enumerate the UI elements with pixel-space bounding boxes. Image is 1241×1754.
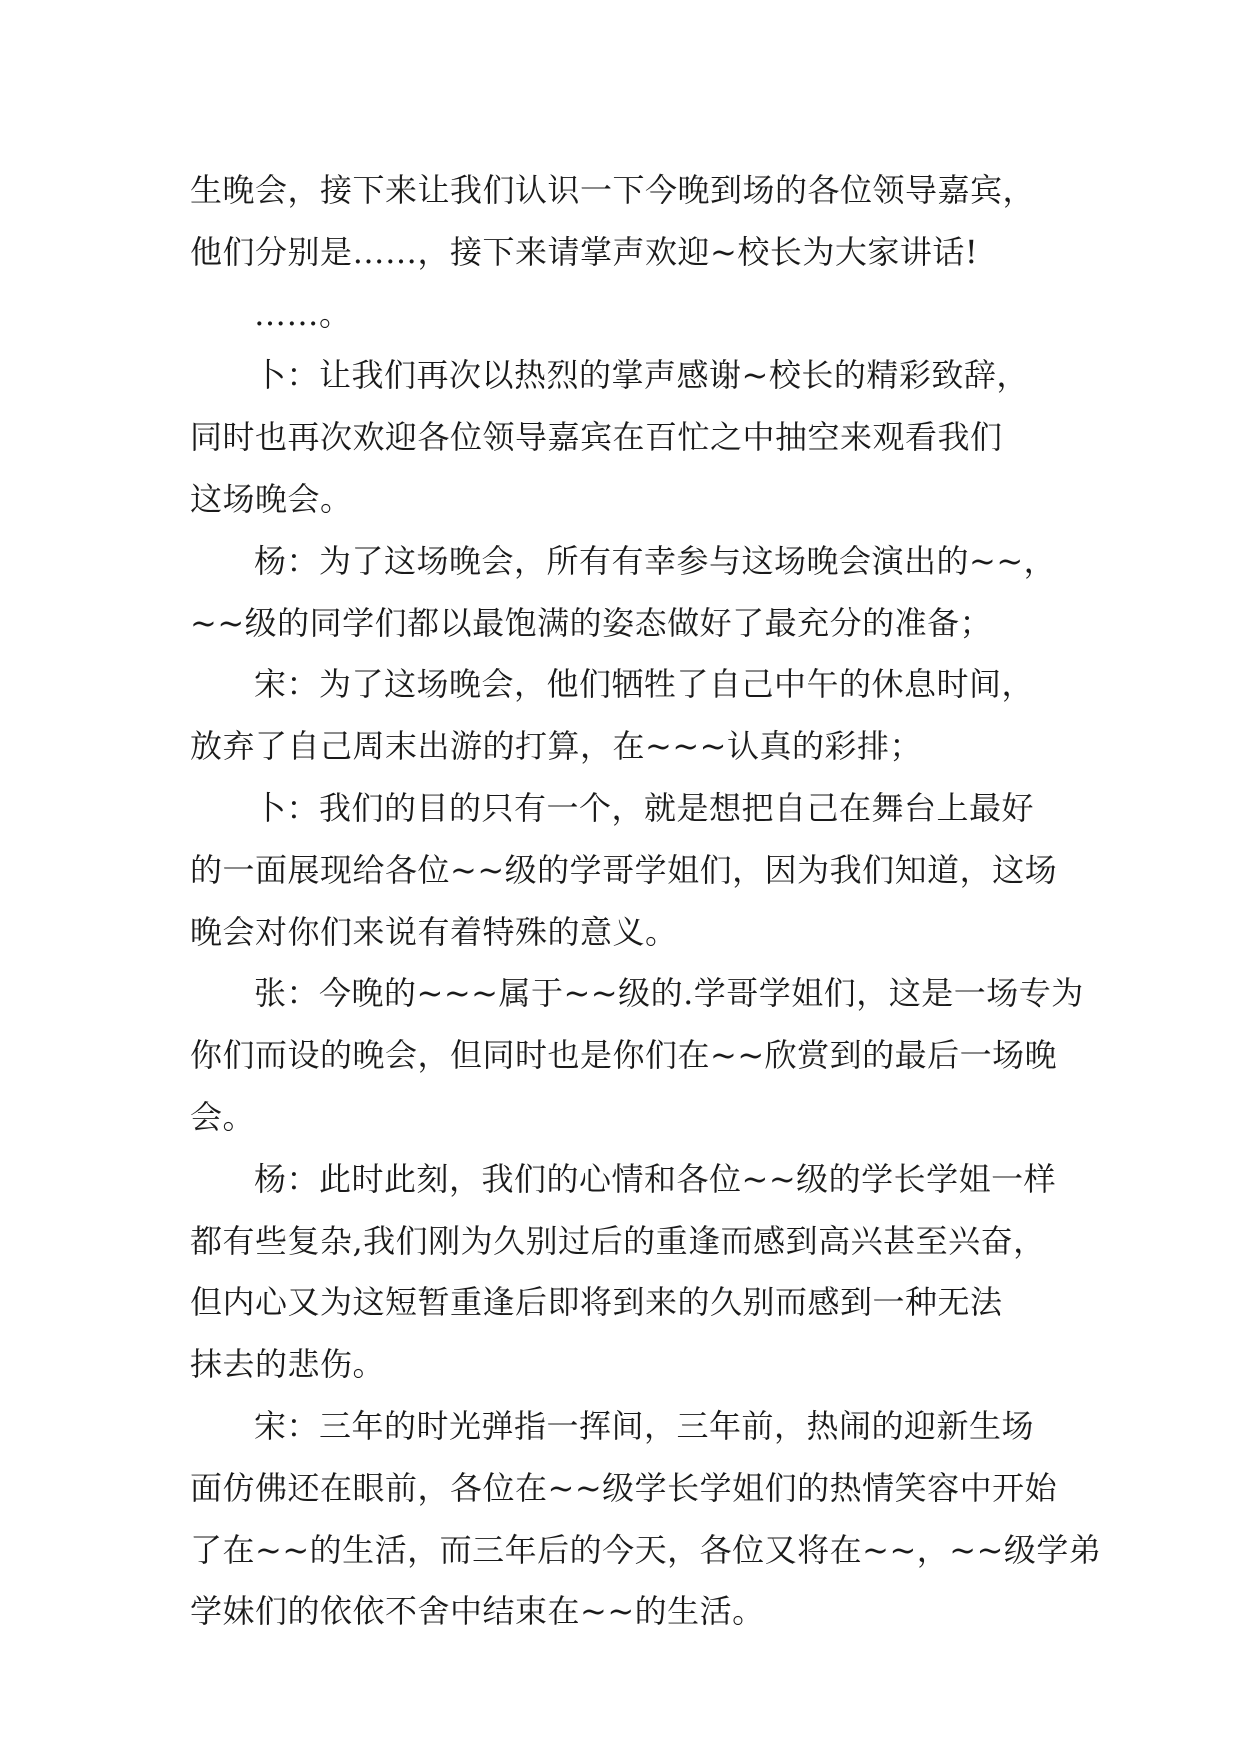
document-body bbox=[190, 160, 1102, 1643]
text-line: 同时也再次欢迎各位领导嘉宾在百忙之中抽空来观看我们 bbox=[190, 418, 1003, 457]
text-line: 他们分别是……，接下来请掌声欢迎~校长为大家讲话! bbox=[190, 232, 979, 271]
text-line: ……。 bbox=[254, 294, 352, 333]
text-line: 宋：三年的时光弹指一挥间，三年前，热闹的迎新生场 bbox=[254, 1406, 1035, 1445]
text-line: 了在~~的生活，而三年后的今天，各位又将在~~，~~级学弟 bbox=[190, 1530, 1102, 1569]
text-line: 卜：我们的目的只有一个，就是想把自己在舞台上最好 bbox=[254, 788, 1035, 827]
text-line: 杨：为了这场晚会，所有有幸参与这场晚会演出的~~， bbox=[254, 541, 1057, 580]
text-line: 抹去的悲伤。 bbox=[190, 1345, 386, 1384]
text-line: 杨：此时此刻，我们的心情和各位~~级的学长学姐一样 bbox=[254, 1159, 1057, 1198]
text-line: 放弃了自己周末出游的打算，在~~~认真的彩排； bbox=[190, 727, 922, 766]
text-line: 面仿佛还在眼前，各位在~~级学长学姐们的热情笑容中开始 bbox=[190, 1468, 1058, 1507]
text-line: 会。 bbox=[190, 1097, 256, 1136]
text-line: 晚会对你们来说有着特殊的意义。 bbox=[190, 912, 678, 951]
text-line: 但内心又为这短暂重逢后即将到来的久别而感到一种无法 bbox=[190, 1283, 1003, 1322]
text-line: 张：今晚的~~~属于~~级的.学哥学姐们，这是一场专为 bbox=[254, 974, 1084, 1013]
text-line: 卜：让我们再次以热烈的掌声感谢~校长的精彩致辞， bbox=[254, 356, 1029, 395]
text-line: 的一面展现给各位~~级的学哥学姐们，因为我们知道，这场 bbox=[190, 850, 1058, 889]
text-line: 学妹们的依依不舍中结束在~~的生活。 bbox=[190, 1592, 765, 1631]
text-line: 宋：为了这场晚会，他们牺牲了自己中午的休息时间， bbox=[254, 665, 1035, 704]
text-line: 都有些复杂,我们刚为久别过后的重逢而感到高兴甚至兴奋， bbox=[190, 1221, 1046, 1260]
text-line: 这场晚会。 bbox=[190, 479, 353, 518]
text-line: ~~级的同学们都以最饱满的姿态做好了最充分的准备； bbox=[190, 603, 993, 642]
text-line: 你们而设的晚会，但同时也是你们在~~欣赏到的最后一场晚 bbox=[190, 1036, 1058, 1075]
text-line: 生晚会，接下来让我们认识一下今晚到场的各位领导嘉宾， bbox=[190, 171, 1036, 209]
